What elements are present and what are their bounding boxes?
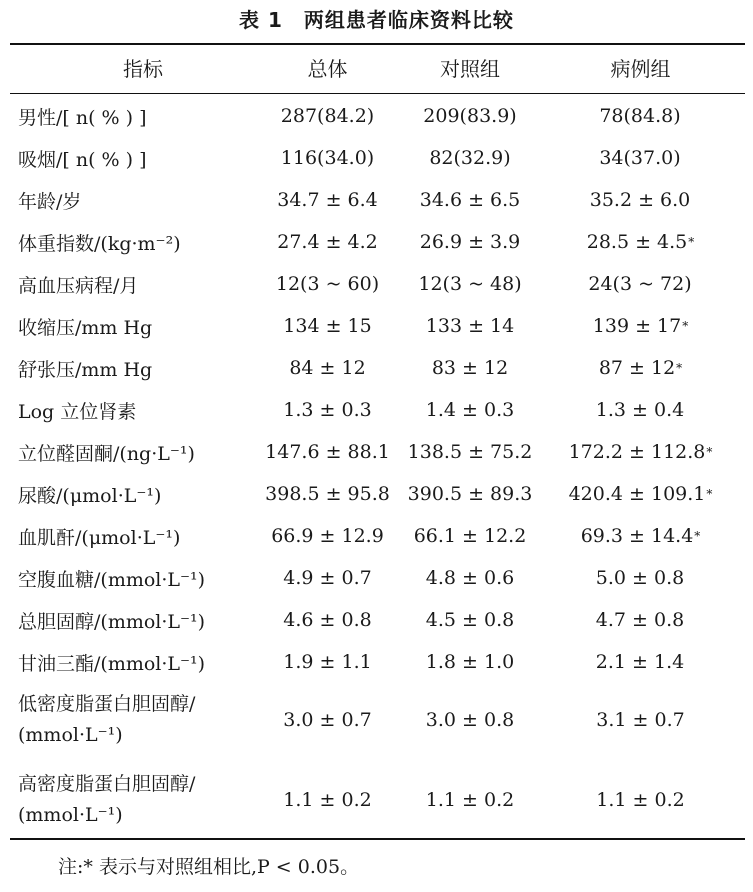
row-label: 总胆固醇/(mmol·L⁻¹): [18, 610, 206, 633]
value-total: [255, 599, 400, 641]
value-control-text: 66.1 ± 12.2: [413, 525, 527, 547]
value-control: 1.1 ± 0.2: [425, 789, 515, 811]
table-row: [0, 179, 753, 221]
significance-mark: *: [694, 529, 701, 543]
value-case: [548, 263, 733, 305]
value-control: [400, 389, 540, 431]
value-case: [548, 179, 733, 221]
value-case: [548, 557, 733, 599]
value-total: [255, 557, 400, 599]
value-total: [255, 263, 400, 305]
table-row: [0, 221, 753, 263]
value-total-text: 66.9 ± 12.9: [271, 525, 384, 547]
table-row: [0, 765, 753, 835]
table-row: [0, 515, 753, 557]
value-total: [255, 431, 400, 473]
row-label: 立位醛固酮/(ng·L⁻¹): [18, 442, 195, 465]
table-row: [0, 389, 753, 431]
value-control-text: 4.5 ± 0.8: [425, 609, 515, 631]
value-control-text: 82(32.9): [429, 147, 511, 169]
value-total: [255, 473, 400, 515]
value-control: [400, 347, 540, 389]
row-label: 体重指数/(kg·m⁻²): [18, 232, 181, 255]
value-case-text: 5.0 ± 0.8: [595, 567, 685, 589]
value-total-text: 287(84.2): [280, 105, 375, 127]
value-control: [400, 263, 540, 305]
value-control-text: 1.4 ± 0.3: [425, 399, 515, 421]
value-case: [548, 515, 733, 557]
row-label: 甘油三酯/(mmol·L⁻¹): [18, 652, 206, 675]
row-label: 年龄/岁: [18, 190, 82, 213]
table-row: [0, 685, 753, 755]
value-total-text: 12(3 ~ 60): [275, 273, 380, 295]
value-total-text: 27.4 ± 4.2: [277, 231, 378, 253]
table-row: [0, 263, 753, 305]
header-control: 对照组: [440, 57, 500, 81]
value-case: [548, 221, 733, 263]
value-control: [400, 557, 540, 599]
value-control: [400, 641, 540, 683]
value-total: [255, 137, 400, 179]
value-total: [255, 641, 400, 683]
header-total: 总体: [307, 57, 348, 81]
value-case: [548, 137, 733, 179]
significance-mark: *: [706, 487, 713, 501]
table-note: 注:* 表示与对照组相比,P < 0.05。: [58, 856, 360, 878]
row-label: [18, 685, 268, 755]
value-control-text: 133 ± 14: [425, 315, 515, 337]
header-rule: [10, 93, 745, 94]
table-row: [0, 641, 753, 683]
row-label: 空腹血糖/(mmol·L⁻¹): [18, 568, 206, 591]
bottom-rule: [10, 838, 745, 840]
table-title: 表 1 两组患者临床资料比较: [239, 8, 514, 32]
significance-mark: *: [682, 319, 689, 333]
significance-mark: *: [688, 235, 695, 249]
value-total: [255, 221, 400, 263]
value-control-text: 138.5 ± 75.2: [407, 441, 533, 463]
value-case: [548, 599, 733, 641]
value-control: [400, 515, 540, 557]
table-row: [0, 557, 753, 599]
value-total: [255, 179, 400, 221]
table-row: [0, 431, 753, 473]
value-control: [400, 137, 540, 179]
value-case-text: 4.7 ± 0.8: [595, 609, 685, 631]
value-control-text: 83 ± 12: [431, 357, 509, 379]
value-total-text: 84 ± 12: [289, 357, 366, 379]
value-total-text: 4.6 ± 0.8: [283, 609, 372, 631]
value-case: [548, 389, 733, 431]
row-label: 男性/[ n( % ) ]: [18, 106, 147, 129]
header-indicator: 指标: [123, 57, 163, 81]
value-control: [400, 95, 540, 137]
value-case-text: 69.3 ± 14.4: [580, 525, 694, 547]
value-total: [255, 515, 400, 557]
value-case: 1.1 ± 0.2: [596, 789, 685, 811]
value-case: [548, 305, 733, 347]
value-total: [255, 95, 400, 137]
value-total: [255, 305, 400, 347]
table-row: [0, 347, 753, 389]
row-label: 高血压病程/月: [18, 274, 139, 297]
value-case: [548, 95, 733, 137]
table-row: [0, 137, 753, 179]
row-label: 血肌酐/(μmol·L⁻¹): [18, 526, 181, 549]
value-total-text: 34.7 ± 6.4: [277, 189, 378, 211]
value-total: [255, 389, 400, 431]
value-case: [548, 641, 733, 683]
value-control: [400, 599, 540, 641]
value-control: [400, 305, 540, 347]
value-total-text: 134 ± 15: [283, 315, 372, 337]
value-total-text: 147.6 ± 88.1: [265, 441, 390, 463]
value-case: [548, 473, 733, 515]
value-case-text: 172.2 ± 112.8: [568, 441, 706, 463]
value-case-text: 139 ± 17: [592, 315, 682, 337]
row-label-line2: (mmol·L⁻¹): [18, 804, 123, 826]
value-case: [548, 431, 733, 473]
value-control-text: 12(3 ~ 48): [418, 273, 522, 295]
row-label: Log 立位肾素: [18, 400, 137, 423]
significance-mark: *: [676, 361, 683, 375]
value-control-text: 390.5 ± 89.3: [407, 483, 533, 505]
value-case-text: 2.1 ± 1.4: [595, 651, 685, 673]
table-row: [0, 599, 753, 641]
row-label: 收缩压/mm Hg: [18, 316, 153, 339]
value-case: 3.1 ± 0.7: [596, 709, 685, 731]
value-total-text: 4.9 ± 0.7: [283, 567, 372, 589]
value-case-text: 35.2 ± 6.0: [589, 189, 691, 211]
top-rule: [10, 43, 745, 45]
table-row: [0, 95, 753, 137]
value-case-text: 24(3 ~ 72): [588, 273, 692, 295]
value-case-text: 78(84.8): [599, 105, 681, 127]
value-case-text: 28.5 ± 4.5: [586, 231, 688, 253]
significance-mark: *: [706, 445, 713, 459]
value-total-text: 398.5 ± 95.8: [265, 483, 390, 505]
value-total-text: 1.9 ± 1.1: [283, 651, 372, 673]
header-case: 病例组: [610, 57, 671, 81]
value-control-text: 34.6 ± 6.5: [419, 189, 521, 211]
value-control: [400, 473, 540, 515]
row-label-line2: (mmol·L⁻¹): [18, 724, 123, 746]
row-label: 尿酸/(μmol·L⁻¹): [18, 484, 162, 507]
value-total-text: 1.3 ± 0.3: [283, 399, 372, 421]
value-control-text: 209(83.9): [423, 105, 517, 127]
value-control-text: 4.8 ± 0.6: [425, 567, 515, 589]
table-row: [0, 473, 753, 515]
value-control-text: 26.9 ± 3.9: [419, 231, 521, 253]
value-case: [548, 347, 733, 389]
value-total: [255, 347, 400, 389]
value-control: [400, 431, 540, 473]
value-control: 3.0 ± 0.8: [425, 709, 515, 731]
value-control: [400, 179, 540, 221]
value-control: [400, 221, 540, 263]
value-case-text: 1.3 ± 0.4: [595, 399, 685, 421]
value-case-text: 87 ± 12: [598, 357, 676, 379]
value-control-text: 1.8 ± 1.0: [425, 651, 515, 673]
row-label-line1: 低密度脂蛋白胆固醇/: [18, 693, 196, 715]
value-total: 1.1 ± 0.2: [283, 789, 372, 811]
table-row: [0, 305, 753, 347]
row-label: [18, 765, 268, 835]
row-label-line1: 高密度脂蛋白胆固醇/: [18, 773, 196, 795]
row-label: 舒张压/mm Hg: [18, 358, 153, 381]
row-label: 吸烟/[ n( % ) ]: [18, 148, 147, 171]
value-case-text: 420.4 ± 109.1: [568, 483, 706, 505]
value-case-text: 34(37.0): [599, 147, 681, 169]
value-total: 3.0 ± 0.7: [283, 709, 372, 731]
value-total-text: 116(34.0): [280, 147, 375, 169]
